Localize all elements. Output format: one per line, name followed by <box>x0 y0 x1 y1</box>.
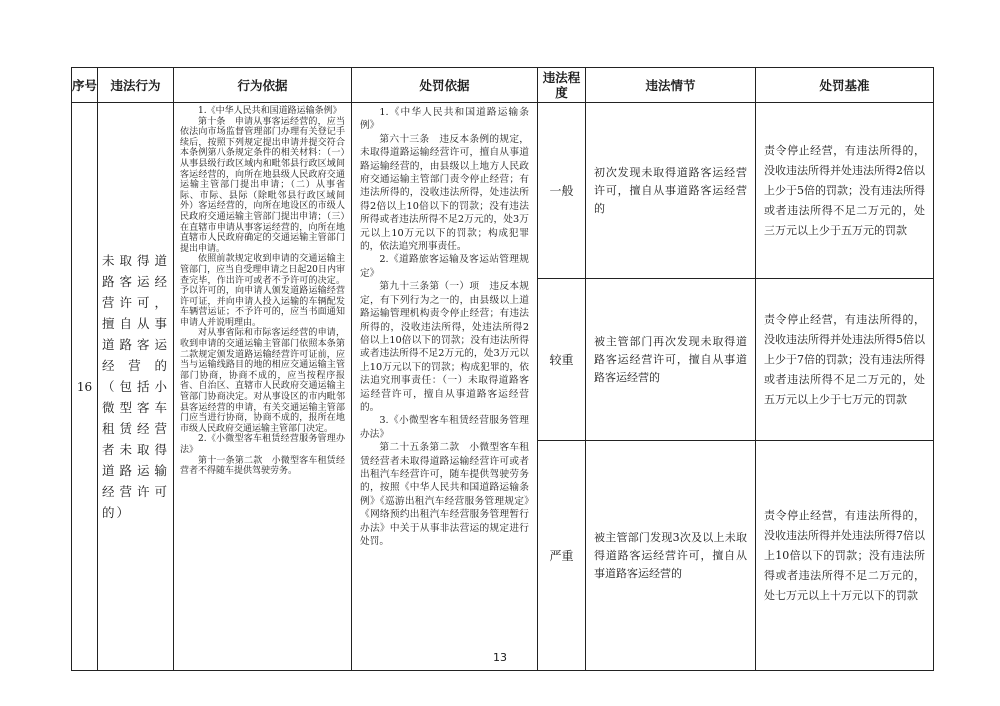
act-basis-cell <box>174 103 352 671</box>
basis-paragraph: 第十条 申请从事客运经营的，应当依法向市场监督管理部门办理有关登记手续后，按照下列规定提出申请并提交符合本条例第八条规定条件的相关材料：（一）从事县级行政区域内和毗邻县行政区域间客运经营的，向所在地县级人民政府交通运输主管部门提出申请；（二）从事省际、市际、县际（除毗邻县行政区域间外）客运经营的，向所在地设区的市级人民政府交通运输主管部门提出申请；（三）在直辖市申请从事客运经营的，向所在地直辖市人民政府确定的交通运输主管部门提出申请。 <box>180 116 345 254</box>
level-general: 一般 <box>538 103 586 279</box>
row-seq-number: 16 <box>72 103 98 671</box>
table-header-row <box>72 68 934 103</box>
penalty-paragraph: 1.《中华人民共和国道路运输条例》 <box>360 107 529 132</box>
standard-general: 责令停止经营，有违法所得的，没收违法所得并处违法所得2倍以上少于5倍的罚款；没有违法所得或者违法所得不足二万元的，处三万元以上少于五万元的罚款 <box>756 103 934 279</box>
circumstance-serious: 被主管部门再次发现未取得道路客运经营许可，擅自从事道路客运经营的 <box>586 279 756 441</box>
penalty-standard-table <box>71 67 934 671</box>
standard-serious: 责令停止经营，有违法所得的，没收违法所得并处违法所得5倍以上少于7倍的罚款；没有违法所得或者违法所得不足二万元的，处五万元以上少于七万元的罚款 <box>756 279 934 441</box>
header-seq: 序号 <box>72 68 98 103</box>
penalty-paragraph: 第九十三条第（一）项 违反本规定，有下列行为之一的，由县级以上道路运输管理机构责令停止经营；有违法所得的，没收违法所得，处违法所得2倍以上10倍以下的罚款；没有违法所得或者违法所得不足2万元的，处3万元以上10万元以下的罚款；构成犯罪的，依法追究刑事责任：（一）未取得道路客运经营许可，擅自从事道路客运经营的。 <box>360 281 529 413</box>
circumstance-general: 初次发现未取得道路客运经营许可，擅自从事道路客运经营的 <box>586 103 756 279</box>
penalty-paragraph: 第二十五条第二款 小微型客车租赁经营者未取得道路运输经营许可或者出租汽车经营许可，随车提供驾驶劳务的，按照《中华人民共和国道路运输条例》《巡游出租汽车经营服务管理规定》《网络预约出租汽车经营服务管理暂行办法》中关于从事非法营运的规定进行处罚。 <box>360 442 529 547</box>
violation-act-text: 未取得道路客运经营许可，擅自从事道路客运经营的（包括小微型客车租赁经营者未取得道路运输经营许可的） <box>98 103 174 671</box>
level-serious: 较重 <box>538 279 586 441</box>
penalty-paragraph: 3.《小微型客车租赁经营服务管理办法》 <box>360 415 529 440</box>
header-act-basis: 行为依据 <box>174 68 352 103</box>
basis-paragraph: 2.《小微型客车租赁经营服务管理办法》 <box>180 434 345 455</box>
penalty-paragraph: 第六十三条 违反本条例的规定，未取得道路运输经营许可，擅自从事道路运输经营的，由县级以上地方人民政府交通运输主管部门责令停止经营；有违法所得的，没收违法所得，处违法所得2倍以上10倍以下的罚款；没有违法所得或者违法所得不足2万元的，处3万元以上10万元以下的罚款；构成犯罪的，依法追究刑事责任。 <box>360 133 529 253</box>
penalty-paragraph: 2.《道路旅客运输及客运站管理规定》 <box>360 254 529 279</box>
header-violation-act: 违法行为 <box>98 68 174 103</box>
level-severe: 严重 <box>538 441 586 671</box>
penalty-basis-cell <box>352 103 538 671</box>
standard-severe: 责令停止经营，有违法所得的，没收违法所得并处违法所得7倍以上10倍以下的罚款；没有违法所得或者违法所得不足二万元的，处七万元以上十万元以下的罚款 <box>756 441 934 671</box>
table-row <box>72 103 934 279</box>
basis-paragraph: 1.《中华人民共和国道路运输条例》 <box>198 106 342 116</box>
header-penalty-standard: 处罚基准 <box>756 68 934 103</box>
header-violation-level: 违法程度 <box>538 68 586 103</box>
header-penalty-basis: 处罚依据 <box>352 68 538 103</box>
basis-paragraph: 对从事省际和市际客运经营的申请，收到申请的交通运输主管部门依照本条第二款规定颁发道路运输经营许可证前，应当与运输线路目的地的相应交通运输主管部门协商，协商不成的，应当按程序报省、自治区、直辖市人民政府交通运输主管部门协商决定。对从事设区的市内毗邻县客运经营的申请，有关交通运输主管部门应当进行协商，协商不成的，报所在地市级人民政府交通运输主管部门决定。 <box>180 328 345 434</box>
basis-paragraph: 第十一条第二款 小微型客车租赁经营者不得随车提供驾驶劳务。 <box>180 455 345 477</box>
circumstance-severe: 被主管部门发现3次及以上未取得道路客运经营许可，擅自从事道路客运经营的 <box>586 441 756 671</box>
basis-paragraph: 依照前款规定收到申请的交通运输主管部门，应当自受理申请之日起20日内审查完毕，作出许可或者不予许可的决定。予以许可的，向申请人颁发道路运输经营许可证，并向申请人投入运输的车辆配发车辆营运证；不予许可的，应当书面通知申请人并说明理由。 <box>180 254 345 328</box>
page-number: 13 <box>493 651 507 664</box>
header-violation-circumstance: 违法情节 <box>586 68 756 103</box>
